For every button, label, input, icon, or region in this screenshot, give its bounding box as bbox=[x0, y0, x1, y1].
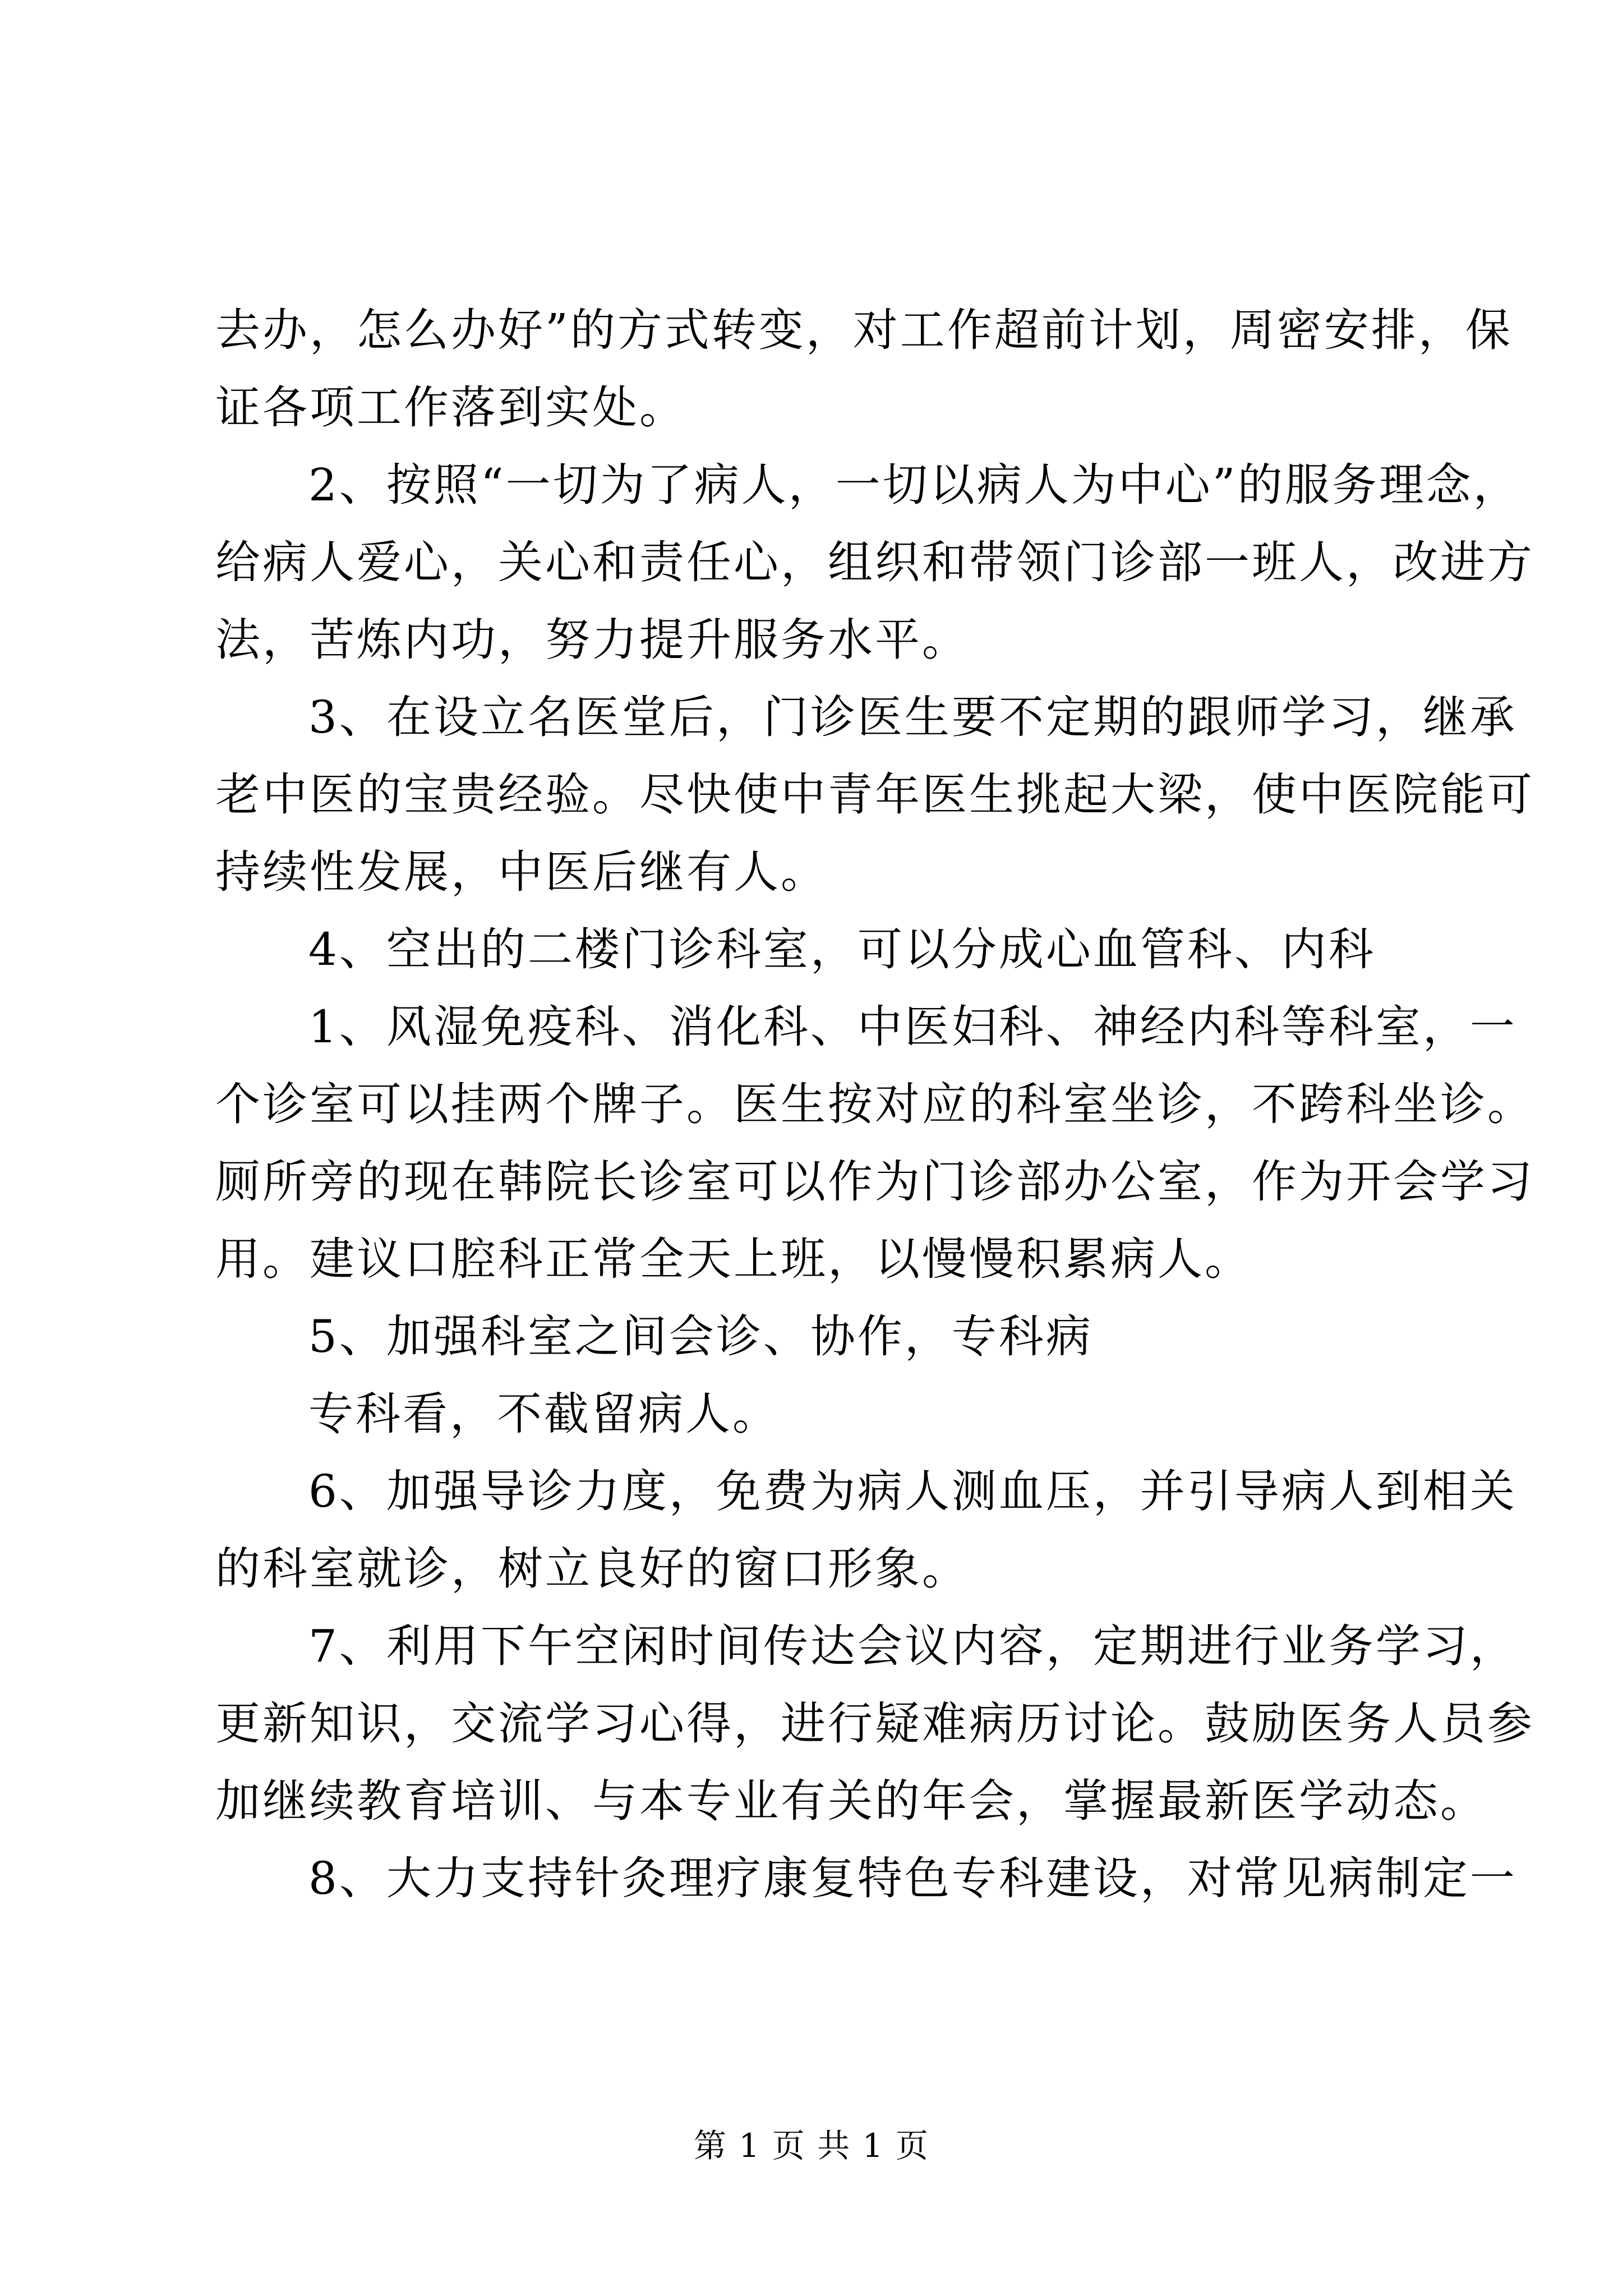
page-footer bbox=[0, 2126, 1623, 2165]
text-line-4: 给病人爱心，关心和责任心，组织和带领门诊部一班人，改进方 bbox=[215, 536, 1534, 588]
text-line-15: 专科看，不截留病人。 bbox=[308, 1388, 780, 1440]
page-number-label: 第 1 页 共 1 页 bbox=[694, 2127, 929, 2165]
text-line-13: 用。建议口腔科正常全天上班，以慢慢积累病人。 bbox=[215, 1233, 1252, 1285]
text-line-2: 证各项工作落到实处。 bbox=[215, 381, 686, 434]
text-line-14: 5、加强科室之间会诊、协作，专科病 bbox=[308, 1310, 1093, 1363]
text-line-8: 持续性发展，中医后继有人。 bbox=[215, 846, 828, 898]
document-body bbox=[215, 292, 1534, 1917]
text-line-21: 8、大力支持针灸理疗康复特色专科建设，对常见病制定一 bbox=[308, 1852, 1517, 1904]
text-line-12: 厕所旁的现在韩院长诊室可以作为门诊部办公室，作为开会学习 bbox=[215, 1156, 1534, 1208]
text-line-6: 3、在设立名医堂后，门诊医生要不定期的跟师学习，继承 bbox=[308, 691, 1517, 743]
text-line-3: 2、按照“一切为了病人，一切以病人为中心”的服务理念， bbox=[308, 459, 1520, 511]
text-line-1: 去办，怎么办好”的方式转变，对工作超前计划，周密安排，保 bbox=[215, 304, 1513, 356]
text-line-7: 老中医的宝贵经验。尽快使中青年医生挑起大梁，使中医院能可 bbox=[215, 769, 1534, 821]
text-line-18: 7、利用下午空闲时间传达会议内容，定期进行业务学习， bbox=[308, 1620, 1517, 1672]
text-line-11: 个诊室可以挂两个牌子。医生按对应的科室坐诊，不跨科坐诊。 bbox=[215, 1078, 1534, 1130]
text-line-5: 法，苦炼内功，努力提升服务水平。 bbox=[215, 614, 969, 666]
text-line-20: 加继续教育培训、与本专业有关的年会，掌握最新医学动态。 bbox=[215, 1775, 1487, 1827]
text-line-17: 的科室就诊，树立良好的窗口形象。 bbox=[215, 1543, 969, 1595]
text-line-10: 1、风湿免疫科、消化科、中医妇科、神经内科等科室，一 bbox=[308, 1001, 1517, 1053]
text-line-16: 6、加强导诊力度，免费为病人测血压，并引导病人到相关 bbox=[308, 1465, 1517, 1517]
text-line-19: 更新知识，交流学习心得，进行疑难病历讨论。鼓励医务人员参 bbox=[215, 1697, 1534, 1750]
text-line-9: 4、空出的二楼门诊科室，可以分成心血管科、内科 bbox=[308, 923, 1376, 976]
